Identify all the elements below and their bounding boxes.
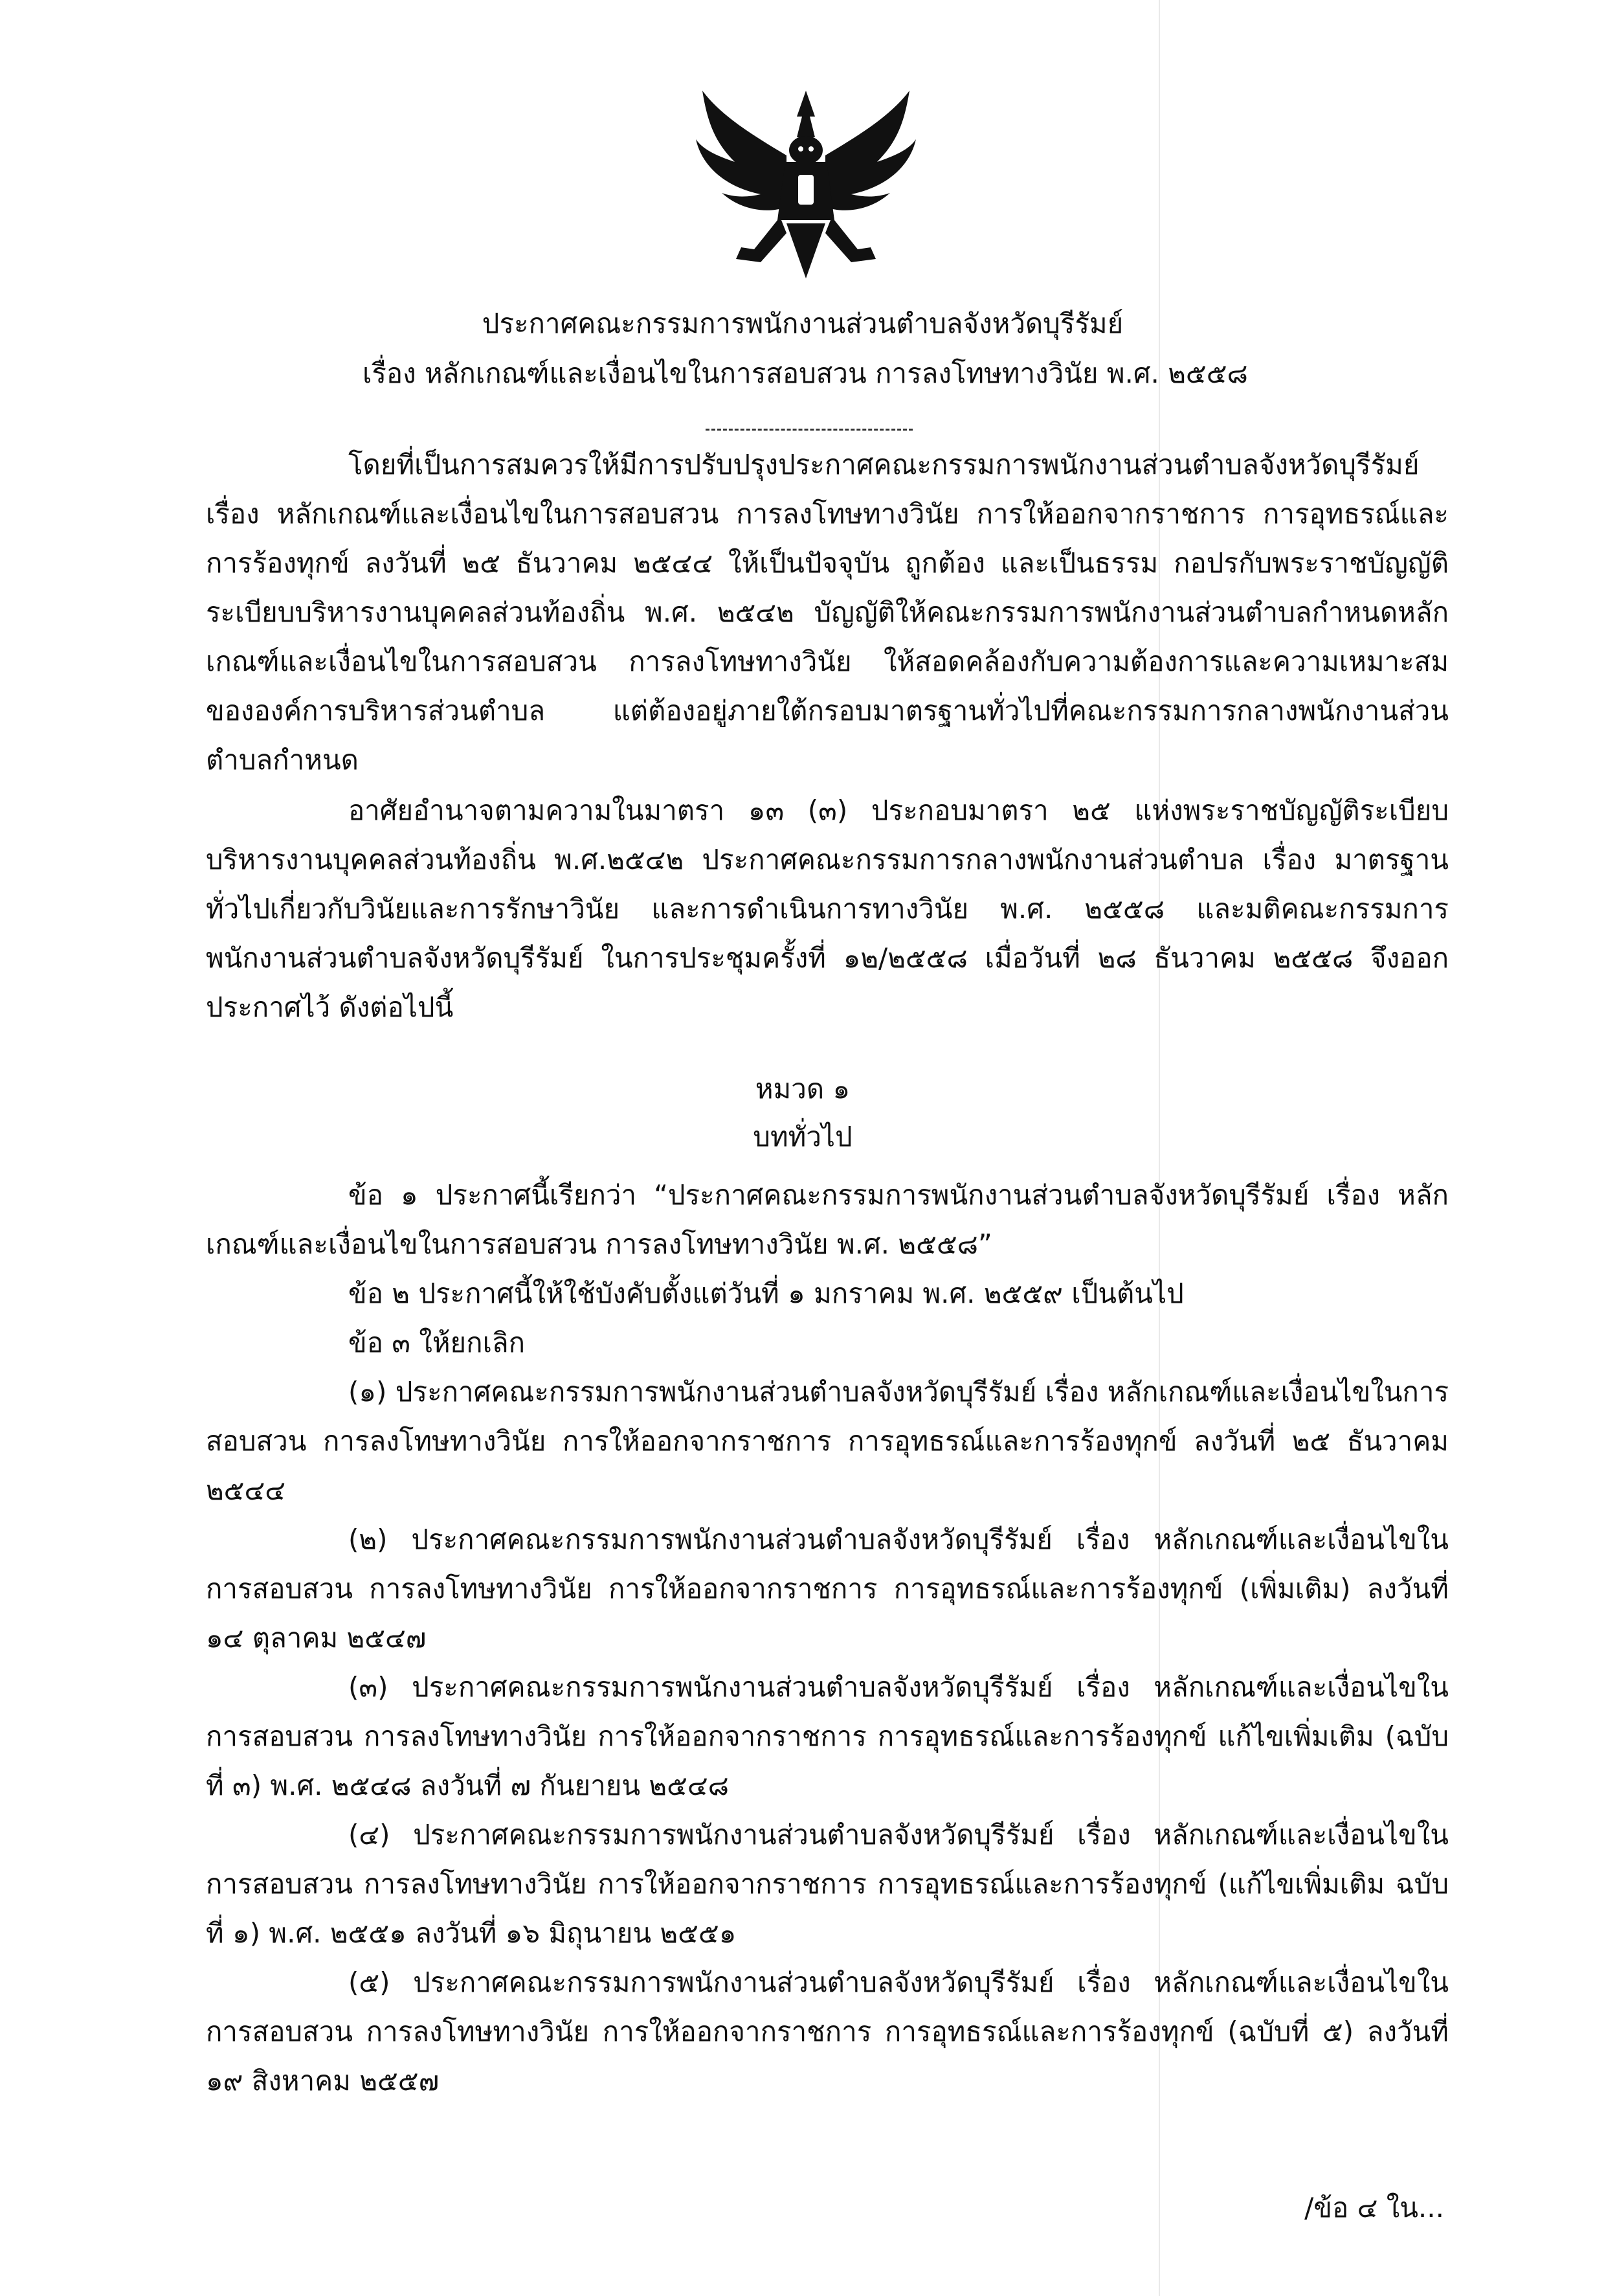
clause-2: ข้อ ๒ ประกาศนี้ให้ใช้บังคับตั้งแต่วันที่ ๑ มกราคม พ.ศ. ๒๕๕๙ เป็นต้นไป	[348, 1277, 1184, 1309]
authority-paragraph: อาศัยอำนาจตามความในมาตรา ๑๓ (๓) ประกอบมาตรา ๒๕ แห่งพระราชบัญญัติระเบียบบริหารงานบุคคลส่วนท้องถิ่น พ.ศ.๒๕๔๒ ประกาศคณะกรรมการกลางพนักงานส่วนตำบล เรื่อง มาตรฐานทั่วไปเกี่ยวกับวินัยและการรักษาวินัย และการดำเนินการทางวินัย พ.ศ. ๒๕๕๘ และมติคณะกรรมการพนักงานส่วนตำบลจังหวัดบุรีรัมย์ ในการประชุมครั้งที่ ๑๒/๒๕๕๘ เมื่อวันที่ ๒๘ ธันวาคม ๒๕๕๘ จึงออกประกาศไว้ ดังต่อไปนี้	[206, 794, 1449, 1023]
repeal-item-5: (๕) ประกาศคณะกรรมการพนักงานส่วนตำบลจังหวัดบุรีรัมย์ เรื่อง หลักเกณฑ์และเงื่อนไขในการสอบสวน การลงโทษทางวินัย การให้ออกจากราชการ การอุทธรณ์และการร้องทุกข์ (ฉบับที่ ๕) ลงวันที่ ๑๙ สิงหาคม ๒๕๕๗	[206, 1966, 1449, 2097]
clause-3: ข้อ ๓ ให้ยกเลิก	[348, 1327, 526, 1358]
repeal-item-4: (๔) ประกาศคณะกรรมการพนักงานส่วนตำบลจังหวัดบุรีรัมย์ เรื่อง หลักเกณฑ์และเงื่อนไขในการสอบสวน การลงโทษทางวินัย การให้ออกจากราชการ การอุทธรณ์และการร้องทุกข์ (แก้ไขเพิ่มเติม ฉบับที่ ๑) พ.ศ. ๒๕๕๑ ลงวันที่ ๑๖ มิถุนายน ๒๕๕๑	[206, 1819, 1449, 1949]
repeal-item-2: (๒) ประกาศคณะกรรมการพนักงานส่วนตำบลจังหวัดบุรีรัมย์ เรื่อง หลักเกณฑ์และเงื่อนไขในการสอบสวน การลงโทษทางวินัย การให้ออกจากราชการ การอุทธรณ์และการร้องทุกข์ (เพิ่มเติม) ลงวันที่ ๑๔ ตุลาคม ๒๕๔๗	[206, 1524, 1449, 1654]
repeal-item-1: (๑) ประกาศคณะกรรมการพนักงานส่วนตำบลจังหวัดบุรีรัมย์ เรื่อง หลักเกณฑ์และเงื่อนไขในการสอบสวน การลงโทษทางวินัย การให้ออกจากราชการ การอุทธรณ์และการร้องทุกข์ ลงวันที่ ๒๕ ธันวาคม ๒๕๔๔	[206, 1376, 1449, 1506]
chapter-title: บททั่วไป	[753, 1121, 853, 1153]
continuation-note: /ข้อ ๔ ใน...	[1304, 2192, 1444, 2223]
announcement-subject: เรื่อง หลักเกณฑ์และเงื่อนไขในการสอบสวน การลงโทษทางวินัย พ.ศ. ๒๕๕๘	[362, 357, 1248, 389]
title-separator	[706, 429, 913, 431]
clause-1: ข้อ ๑ ประกาศนี้เรียกว่า “ประกาศคณะกรรมการพนักงานส่วนตำบลจังหวัดบุรีรัมย์ เรื่อง หลักเกณฑ์และเงื่อนไขในการสอบสวน การลงโทษทางวินัย พ.ศ. ๒๕๕๘”	[206, 1179, 1449, 1260]
announcement-title: ประกาศคณะกรรมการพนักงานส่วนตำบลจังหวัดบุรีรัมย์	[482, 308, 1124, 339]
garuda-emblem-icon	[676, 78, 935, 291]
preamble-paragraph: โดยที่เป็นการสมควรให้มีการปรับปรุงประกาศคณะกรรมการพนักงานส่วนตำบลจังหวัดบุรีรัมย์ เรื่อง หลักเกณฑ์และเงื่อนไขในการสอบสวน การลงโทษทางวินัย การให้ออกจากราชการ การอุทธรณ์และการร้องทุกข์ ลงวันที่ ๒๕ ธันวาคม ๒๕๔๔ ให้เป็นปัจจุบัน ถูกต้อง และเป็นธรรม กอปรกับพระราชบัญญัติระเบียบบริหารงานบุคคลส่วนท้องถิ่น พ.ศ. ๒๕๔๒ บัญญัติให้คณะกรรมการพนักงานส่วนตำบลกำหนดหลักเกณฑ์และเงื่อนไขในการสอบสวน การลงโทษทางวินัย ให้สอดคล้องกับความต้องการและความเหมาะสมขององค์การบริหารส่วนตำบล แต่ต้องอยู่ภายใต้กรอบมาตรฐานทั่วไปที่คณะกรรมการกลางพนักงานส่วนตำบลกำหนด	[206, 449, 1449, 776]
chapter-number: หมวด ๑	[755, 1073, 851, 1105]
repeal-item-3: (๓) ประกาศคณะกรรมการพนักงานส่วนตำบลจังหวัดบุรีรัมย์ เรื่อง หลักเกณฑ์และเงื่อนไขในการสอบสวน การลงโทษทางวินัย การให้ออกจากราชการ การอุทธรณ์และการร้องทุกข์ แก้ไขเพิ่มเติม (ฉบับที่ ๓) พ.ศ. ๒๕๔๘ ลงวันที่ ๗ กันยายน ๒๕๔๘	[206, 1671, 1449, 1801]
